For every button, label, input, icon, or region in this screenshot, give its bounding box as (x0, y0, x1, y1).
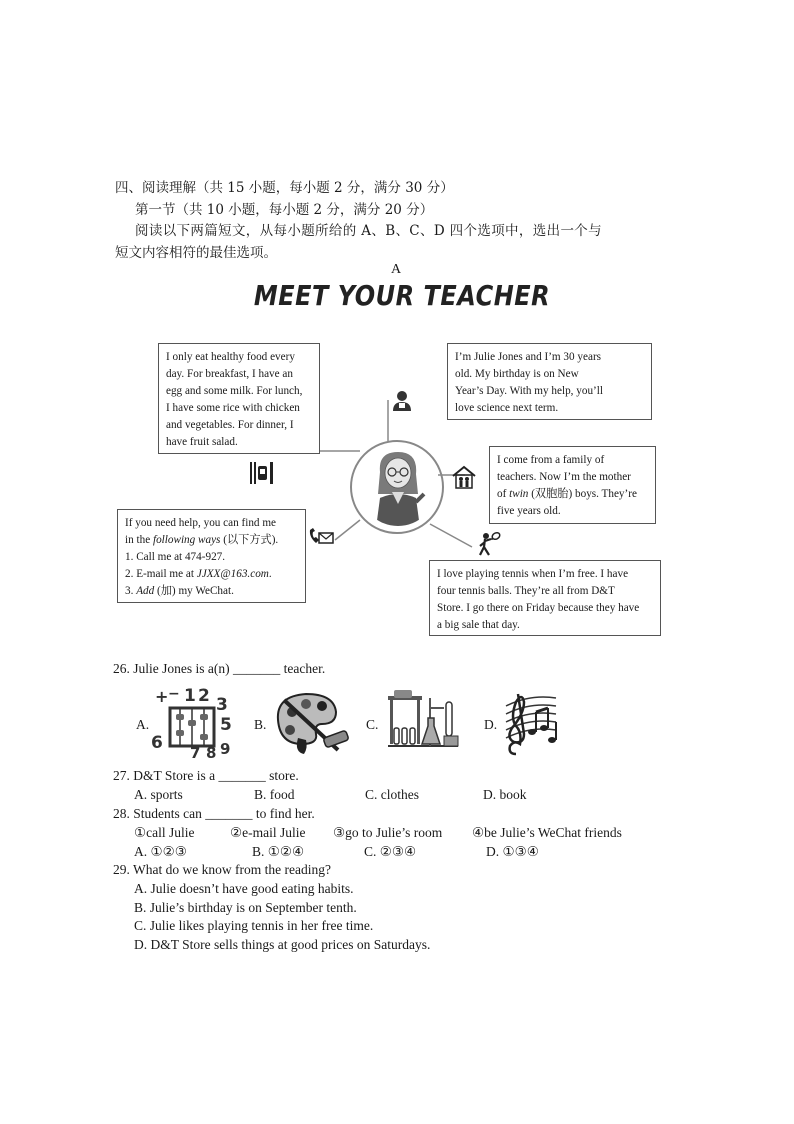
q26-option-c-label[interactable]: C. (366, 717, 379, 732)
math-glyph: − (168, 686, 180, 702)
food-line: I have some rice with chicken (166, 402, 300, 414)
contact-line: 1. Call me at 474-927. (125, 551, 226, 563)
q29-option-c[interactable]: C. Julie likes playing tennis in her free time. (134, 918, 374, 933)
q26-option-b-label[interactable]: B. (254, 717, 267, 732)
q28-option-c[interactable]: C. ②③④ (364, 844, 417, 859)
science-lab-icon (386, 688, 460, 758)
intro-box (447, 343, 652, 420)
q27-option-d[interactable]: D. book (483, 787, 527, 802)
food-line: have fruit salad. (166, 436, 238, 448)
contact-line: If you need help, you can find me (125, 517, 276, 529)
family-line: teachers. Now I’m the mother (497, 471, 631, 483)
q29-option-b[interactable]: B. Julie’s birthday is on September tenth. (134, 900, 357, 915)
contact-text: . (268, 568, 272, 580)
question-27-stem: 27. D&T Store is a _______ store. (113, 768, 299, 783)
food-line: day. For breakfast, I have an (166, 368, 293, 380)
intro-line: Year’s Day. With my help, you’ll (455, 385, 603, 397)
math-glyph: 2 (198, 686, 210, 706)
tennis-line: four tennis balls. They’re all from D&T (437, 585, 615, 597)
teacher-portrait (358, 446, 438, 528)
intro-line: I’m Julie Jones and I’m 30 years (455, 351, 602, 363)
contact-line (125, 566, 298, 583)
q27-option-c[interactable]: C. clothes (365, 787, 419, 802)
q28-option-a[interactable]: A. ①②③ (134, 844, 187, 859)
art-palette-icon (272, 690, 354, 758)
family-line: I come from a family of (497, 454, 605, 466)
q29-option-d[interactable]: D. D&T Store sells things at good prices on Saturdays. (134, 937, 431, 952)
passage-title: MEET YOUR TEACHER (253, 279, 551, 313)
contact-text: 3. (125, 585, 137, 597)
tennis-player-icon (476, 531, 502, 557)
contact-line (125, 532, 298, 549)
math-glyph: 3 (216, 695, 228, 715)
q29-option-a[interactable]: A. Julie doesn’t have good eating habits. (134, 881, 354, 896)
intro-line: love science next term. (455, 402, 559, 414)
connector-contact (335, 520, 360, 540)
math-glyph: 1 (184, 686, 196, 706)
instruction-line-2: 短文内容相符的最佳选项。 (115, 245, 277, 261)
q27-option-a[interactable]: A. sports (134, 787, 183, 802)
section-heading: 四、阅读理解（共 15 小题，每小题 2 分，满分 30 分） (115, 180, 454, 196)
contact-email: JJXX@163.com (196, 568, 269, 580)
math-glyph: 6 (151, 733, 163, 753)
family-italic: twin (509, 488, 529, 500)
q28-option-b[interactable]: B. ①②④ (252, 844, 305, 859)
q28-option-d[interactable]: D. ①③④ (486, 844, 539, 859)
q26-option-a-label[interactable]: A. (136, 717, 150, 732)
contact-line (125, 583, 298, 600)
food-box (158, 343, 320, 454)
abacus-math-icon (150, 686, 236, 760)
question-28-stem: 28. Students can _______ to find her. (113, 806, 315, 821)
math-glyph: 5 (220, 715, 232, 735)
q28-item-4: ④be Julie’s WeChat friends (472, 825, 622, 840)
q28-item-1: ①call Julie (134, 825, 195, 840)
math-glyph: 9 (220, 740, 231, 758)
tennis-line: I love playing tennis when I’m free. I have (437, 568, 629, 580)
family-box (489, 446, 656, 524)
q28-item-2: ②e-mail Julie (230, 825, 306, 840)
q26-option-d-label[interactable]: D. (484, 717, 498, 732)
contact-text: (加) my WeChat. (154, 585, 234, 597)
person-icon (391, 389, 413, 413)
music-notes-icon (502, 688, 558, 758)
contact-italic: Add (136, 585, 155, 597)
food-line: I only eat healthy food every (166, 351, 295, 363)
math-glyph: + (155, 687, 169, 706)
dining-icon (249, 460, 275, 486)
food-line: and vegetables. For dinner, I (166, 419, 294, 431)
intro-line: old. My birthday is on New (455, 368, 579, 380)
phone-mail-icon (308, 527, 334, 547)
contact-box (117, 509, 306, 603)
question-26-stem: 26. Julie Jones is a(n) _______ teacher. (113, 661, 326, 676)
tennis-box (429, 560, 661, 636)
section-subheading: 第一节（共 10 小题，每小题 2 分，满分 20 分） (135, 202, 434, 218)
food-line: egg and some milk. For lunch, (166, 385, 303, 397)
family-text: of (497, 488, 510, 500)
tennis-line: Store. I go there on Friday because they have (437, 602, 640, 614)
contact-text: 2. E-mail me at (125, 568, 197, 580)
math-glyph: 8 (206, 744, 217, 760)
question-29-stem: 29. What do we know from the reading? (113, 862, 331, 877)
family-house-icon (451, 465, 477, 489)
contact-text: (以下方式). (220, 534, 279, 546)
math-glyph: 7 (190, 744, 201, 760)
q28-item-3: ③go to Julie’s room (333, 825, 443, 840)
tennis-line: a big sale that day. (437, 619, 520, 631)
contact-italic: following ways (152, 534, 221, 546)
contact-text: in the (125, 534, 153, 546)
family-text: (双胞胎) boys. They’re (528, 488, 637, 500)
q27-option-b[interactable]: B. food (254, 787, 295, 802)
passage-label: A (391, 262, 402, 277)
family-line (497, 486, 648, 503)
instruction-line-1: 阅读以下两篇短文，从每小题所给的 A、B、C、D 四个选项中，选出一个与 (135, 223, 603, 239)
family-line: five years old. (497, 505, 561, 517)
